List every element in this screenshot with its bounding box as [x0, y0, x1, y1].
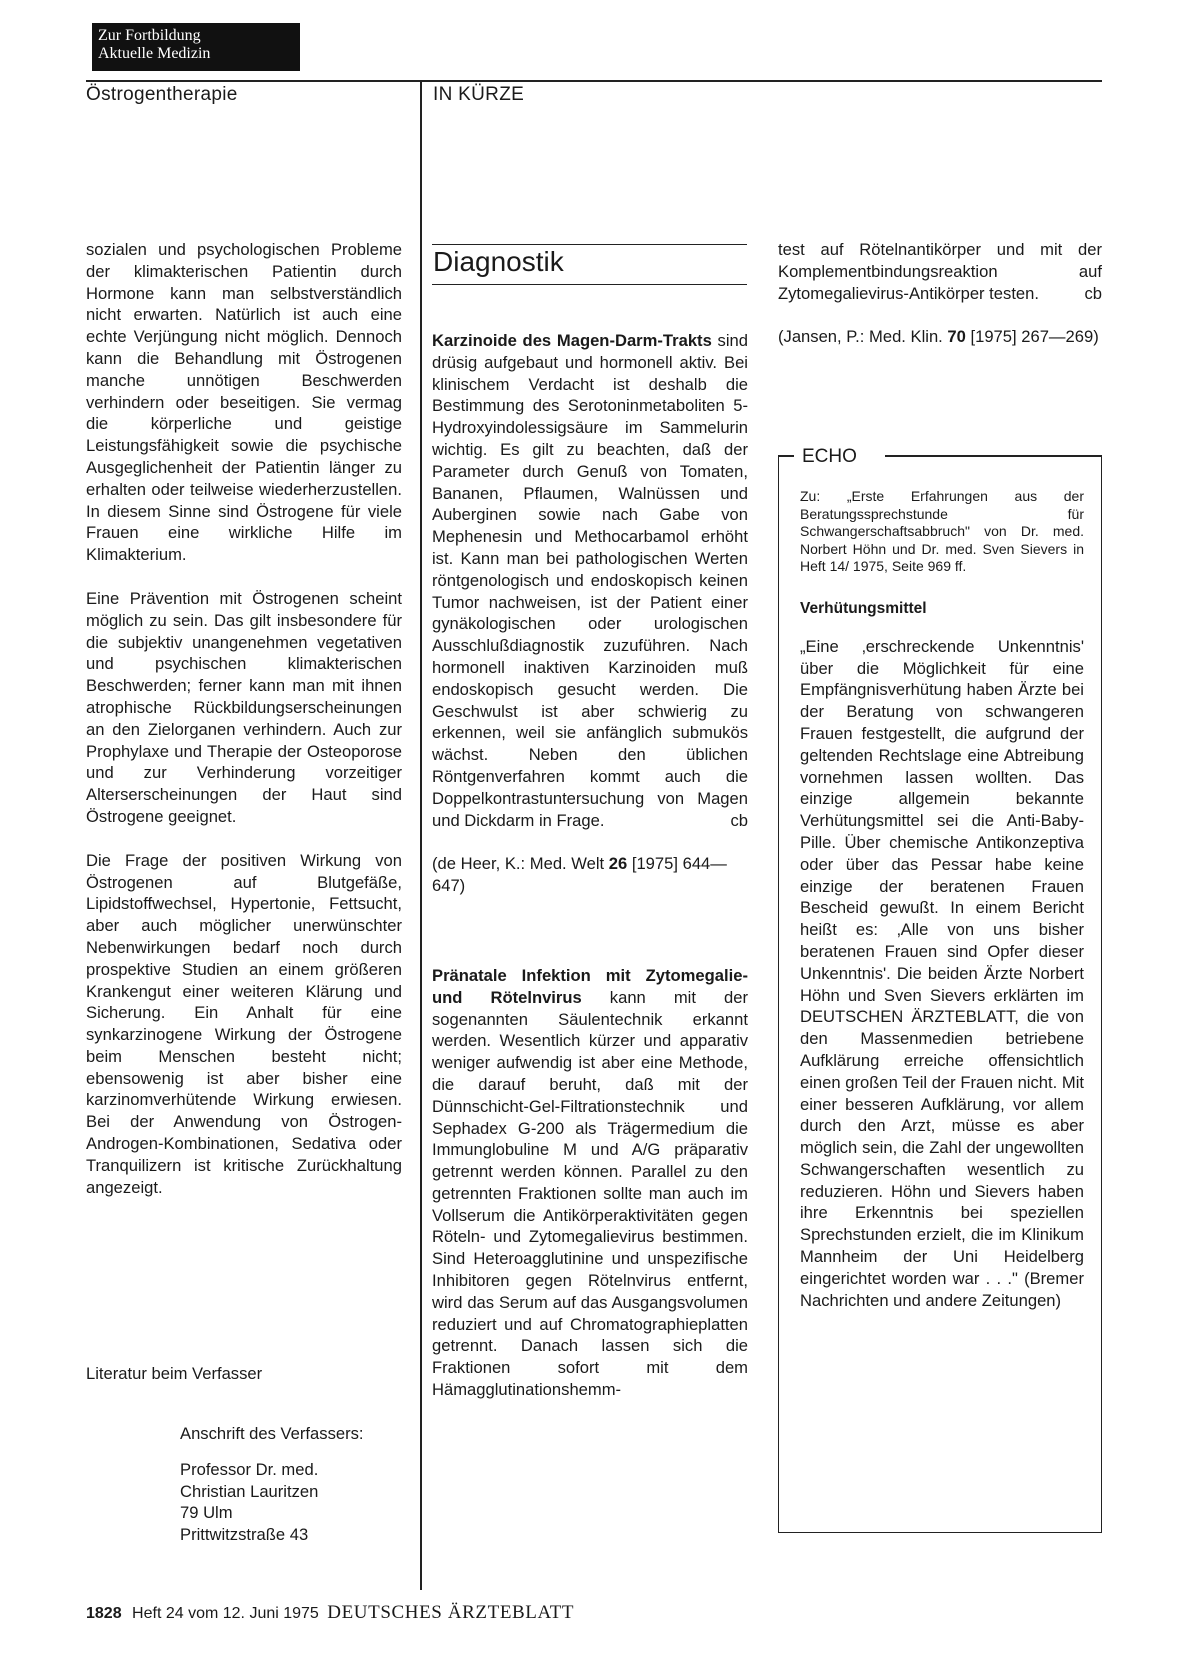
echo-heading: Verhütungsmittel: [800, 599, 927, 617]
left-column: [86, 239, 402, 1198]
middle-column: [432, 330, 748, 1401]
section-title-diagnostik: Diagnostik: [433, 246, 564, 277]
left-paragraph-3: Die Frage der positiven Wirkung von Östrogenen auf Blutgefäße, Lipidstoffwechsel, Hypertonie, Fettsucht, aber auch möglicher unerwünschter Nebenwirkungen bedarf noch durch prospektive Studien an einem größeren Krankengut einer weiteren Klärung und Sicherung. Ein Anhalt für eine synkarzinogene Wirkung der Östrogene beim Menschen besteht nicht; ebensowenig ist aber bisher eine karzinomverhütende Wirkung erwiesen. Bei der Anwendung von Östrogen-Androgen-Kombinationen, Sedativa oder Tranquilizern ist kritische Zurückhaltung angezeigt.: [86, 850, 402, 1197]
ref2-b: [1975] 267—269): [965, 327, 1099, 347]
address-line-3: 79 Ulm: [180, 1503, 233, 1523]
ref1-a: (de Heer, K.: Med. Welt: [432, 854, 609, 874]
badge-line-1: Zur Fortbildung: [98, 27, 201, 44]
echo-title: ECHO: [798, 446, 863, 468]
address-line-2: Christian Lauritzen: [180, 1481, 319, 1501]
item-karzinoide-title: Karzinoide des Magen-Darm-Trakts: [432, 331, 712, 350]
item-praenatale: [432, 965, 748, 1401]
ref2-volume: 70: [947, 327, 966, 347]
badge-line-2: Aktuelle Medizin: [98, 45, 211, 62]
item-karzinoide-reference: [432, 853, 748, 897]
right-section-label: IN KÜRZE: [433, 84, 525, 105]
section-badge: [92, 23, 300, 71]
page-number: 1828: [86, 1605, 122, 1622]
left-paragraph-1: sozialen und psychologischen Probleme der klimakterischen Patientin durch Hormone kann man selbstverständlich nicht erwarten. Natürlich ist auch eine echte Verjüngung nicht möglich. Dennoch kann die Behandlung mit Östrogenen manche unnötigen Beschwerden verhindern oder beseitigen. Sie vermag die körperliche und geistige Leistungsfähigkeit sowie die psychische Ausgeglichenheit der Patientin länger zu erhalten oder teilweise wiederherzustellen. In diesem Sinne sind Östrogene für viele Frauen eine wirkliche Hilfe im Klimakterium.: [86, 240, 402, 565]
ref1-volume: 26: [608, 854, 628, 874]
echo-intro: Zu: „Erste Erfahrungen aus der Beratungssprechstunde für Schwangerschaftsabbruch" von Dr. med. Norbert Höhn und Dr. med. Sven Sievers in Heft 14/ 1975, Seite 969 ff.: [800, 488, 1084, 575]
address-line-4: Prittwitzstraße 43: [180, 1525, 309, 1545]
literature-note: Literatur beim Verfasser: [86, 1364, 263, 1383]
publication-name: DEUTSCHES ÄRZTEBLATT: [327, 1602, 575, 1623]
address-line-1: Professor Dr. med.: [180, 1459, 319, 1479]
author-address: [180, 1423, 364, 1546]
item-praenatale-title: Pränatale Infektion mit Zytomegalie- und Rötelnvirus: [432, 965, 748, 1007]
ref2-a: (Jansen, P.: Med. Klin.: [778, 327, 948, 347]
continuation-reference: [778, 326, 1102, 348]
continuation-body: test auf Rötelnantikörper und mit der Komplementbindungsreaktion auf Zytomegalievirus-Antikörper testen.: [778, 240, 1102, 303]
continuation-signature: cb: [1084, 283, 1102, 303]
left-paragraph-2: Eine Prävention mit Östrogenen scheint möglich zu sein. Das gilt insbesondere für die subjektiv unangenehmen vegetativen und psychischen klimakterischen Beschwerden; ferner kann man mit ihnen atrophische Rückbildungserscheinungen an den Zielorganen verhindern. Auch zur Prophylaxe und Therapie der Osteoporose und zur Verhinderung vorzeitiger Alterserscheinungen der Haut sind Östrogene geeignet.: [86, 588, 402, 826]
echo-top-rule-left: [778, 455, 794, 457]
right-column-continuation: [778, 239, 1102, 348]
echo-text: „Eine ‚erschreckende Unkenntnis' über die Möglichkeit für eine Empfängnisverhütung haben Ärzte bei der Beratung von schwangeren Frauen festgestellt, die aufgrund der geltenden Rechtslage eine Abtreibung vornehmen lassen wollten. Das einzige allgemein bekannte Verhütungsmittel sei die Anti-Baby-Pille. Über chemische Antikonzeptiva oder über das Pessar habe keine einzige der beratenen Frauen Bescheid gewußt. In einem Bericht heißt es: ‚Alle von uns bisher beratenen Frauen sind Opfer dieser Unkenntnis'. Die beiden Ärzte Norbert Höhn und Sven Sievers erklärten im DEUTSCHEN ÄRZTEBLATT, die von den Massenmedien betriebene Aufklärung erreiche offensichtlich einen großen Teil der Frauen nicht. Mit einer besseren Aufklärung, vor allem durch den Arzt, müsse es aber möglich sein, die Zahl der ungewollten Schwangerschaften wesentlich zu reduzieren. Höhn und Sievers haben ihre Erkenntnis bei speziellen Sprechstunden erzielt, die im Klinikum Mannheim der Uni Heidelberg eingerichtet worden war . . ." (Bremer Nachrichten und andere Zeitungen): [800, 636, 1084, 1310]
echo-top-rule-right: [885, 455, 1102, 457]
left-section-label: Östrogentherapie: [86, 84, 238, 105]
diagnostik-top-rule: [432, 244, 747, 245]
ref1-b: [1975] 644—647): [432, 854, 727, 896]
header-rule: [86, 80, 1102, 82]
page-footer: [86, 1602, 574, 1624]
issue-info: Heft 24 vom 12. Juni 1975: [132, 1605, 319, 1622]
item-karzinoide-text: sind drüsig aufgebaut und hormonell aktiv. Bei klinischem Verdacht ist deshalb die Bestimmung des Serotoninmetaboliten 5-Hydroxyindolessigsäure im Sammelurin wichtig. Es gilt zu beachten, daß der Parameter durch Genuß von Tomaten, Bananen, Pflaumen, Walnüssen und Auberginen sowie nach Gabe von Mephenesin und Methocarbamol erhöht ist. Kann man bei pathologischen Werten röntgenologisch und endoskopisch keinen Tumor nachweisen, ist der Patient einer gynäkologischen oder urologischen Ausschlußdiagnostik zuzuführen. Nach hormonell inaktiven Karzinoiden muß endoskopisch gesucht werden. Die Geschwulst ist aber schwierig zu erkennen, weil sie anfänglich submukös wächst. Neben den üblichen Röntgenverfahren kommt auch die Doppelkontrastuntersuchung von Magen und Dickdarm in Frage.: [432, 331, 748, 830]
diagnostik-bottom-rule: [432, 284, 747, 285]
item-karzinoide: [432, 330, 748, 831]
column-divider: [420, 80, 422, 1590]
item-karzinoide-signature: cb: [730, 810, 748, 830]
echo-content: [800, 488, 1084, 1311]
continuation-text: [778, 239, 1102, 304]
item-praenatale-text: kann mit der sogenannten Säulentechnik erkannt werden. Wesentlich kürzer und apparativ weniger aufwendig ist aber eine Methode, die darauf beruht, daß mit der Dünnschicht-Gel-Filtrationstechnik und Sephadex G-200 als Trägermedium die Immunglobuline M und A/G präparativ getrennt werden können. Parallel zu den getrennten Fraktionen sollte man auch im Vollserum die Antikörperaktivitäten gegen Röteln- und Zytomegalievirus bestimmen. Sind Heteroagglutinine und unspezifische Inhibitoren gegen Rötelnvirus entfernt, wird das Serum auf das Ausgangsvolumen reduziert und auf Chromatographieplatten getrennt. Danach lassen sich die Fraktionen sofort mit dem Hämagglutinationshemm-: [432, 987, 748, 1400]
address-label: Anschrift des Verfassers:: [180, 1424, 364, 1443]
